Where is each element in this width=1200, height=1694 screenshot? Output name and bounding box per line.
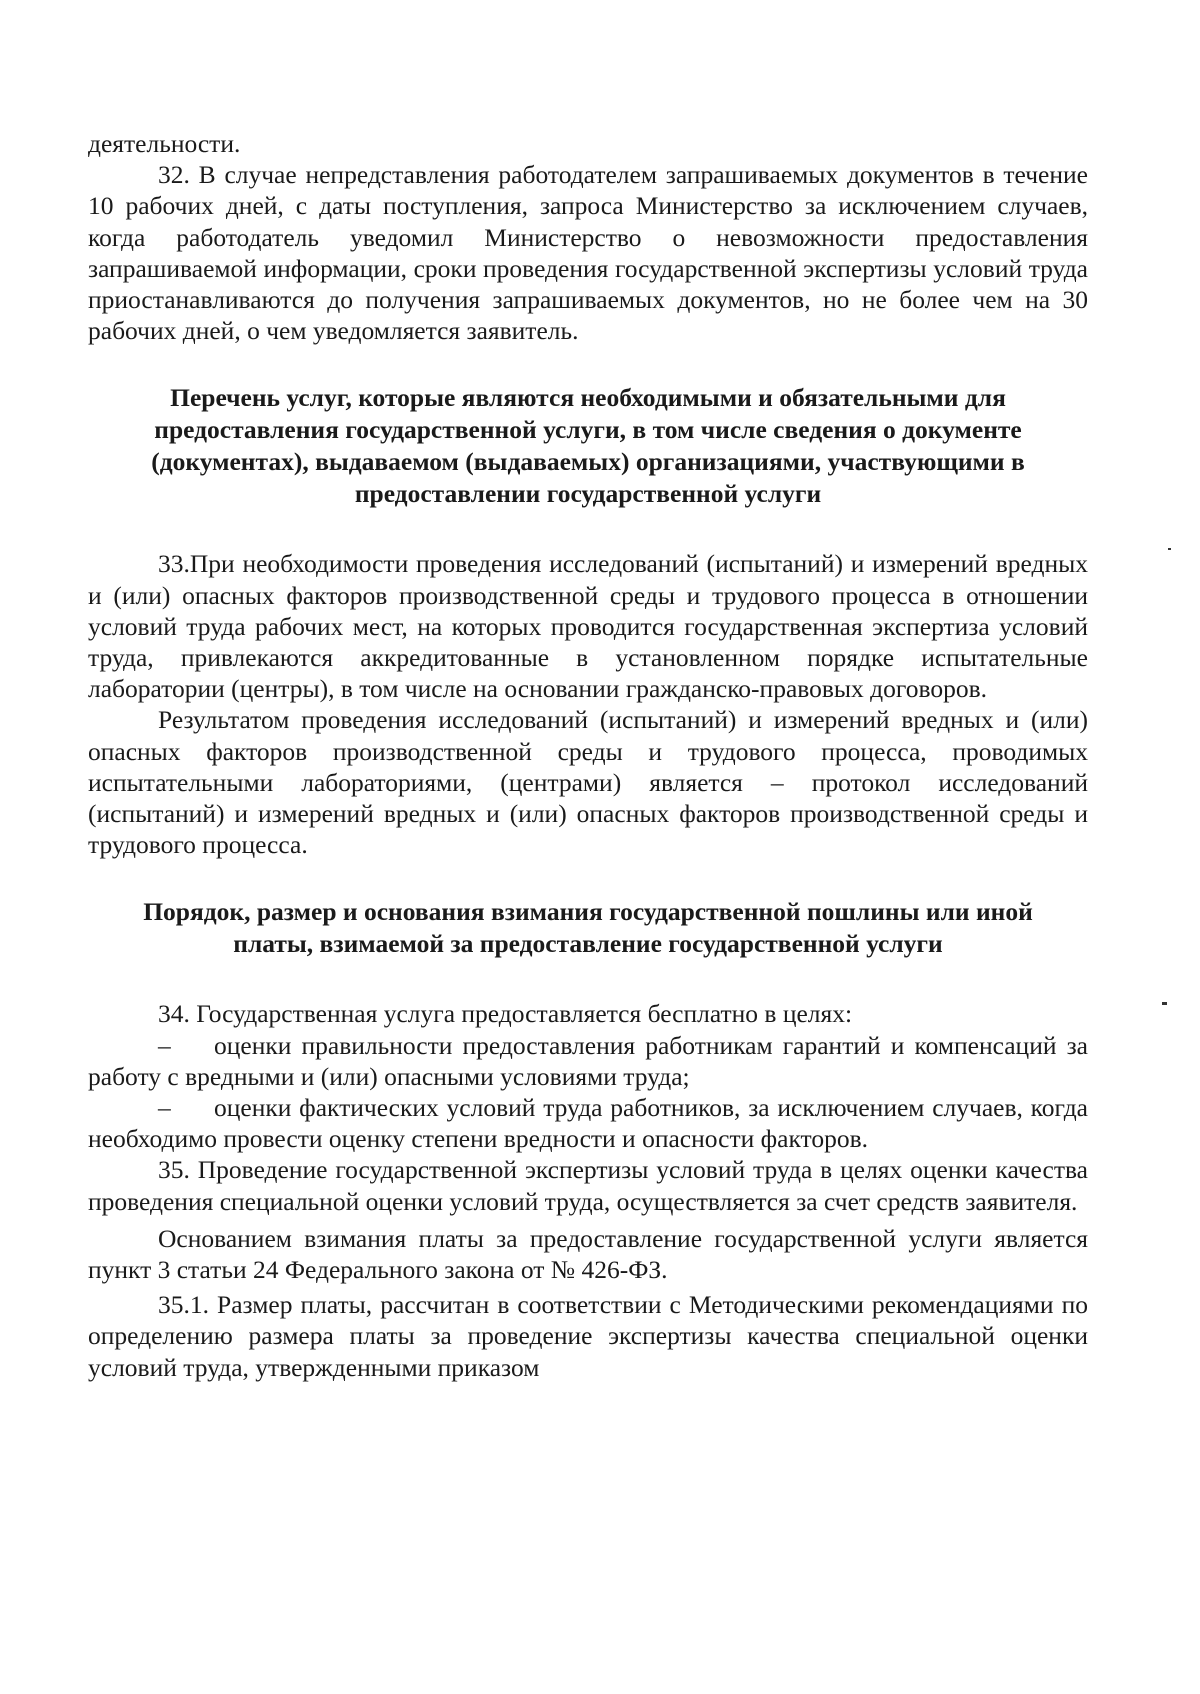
- scan-speck: [1162, 1002, 1167, 1005]
- list-item: [88, 1030, 1088, 1092]
- scan-speck: [1168, 548, 1171, 550]
- list-item-text: оценки фактических условий труда работников, за исключением случаев, когда необходимо провести оценку степени вредности и опасности факторов.: [88, 1093, 1088, 1154]
- list-item: [88, 1092, 1088, 1154]
- document-page: [88, 128, 1088, 1383]
- paragraph-32: 32. В случае непредставления работодателем запрашиваемых документов в течение 10 рабочих дней, с даты поступления, запроса Министерство за исключением случаев, когда работодатель уведомил Министерство о невозможности предоставления запрашиваемой информации, сроки проведения государственной экспертизы условий труда приостанавливаются до получения запрашиваемых документов, но не более чем на 30 рабочих дней, о чем уведомляется заявитель.: [88, 160, 1088, 346]
- paragraph-35-1: 35.1. Размер платы, рассчитан в соответствии с Методическими рекомендациями по определению размера платы за проведение экспертизы качества специальной оценки условий труда, утвержденными приказом: [88, 1290, 1088, 1382]
- paragraph-continuation: деятельности.: [88, 129, 241, 158]
- list-item-text: оценки правильности предоставления работникам гарантий и компенсаций за работу с вредными и (или) опасными условиями труда;: [88, 1030, 1088, 1091]
- paragraph-35-basis: Основанием взимания платы за предоставление государственной услуги является пункт 3 статьи 24 Федерального закона от № 426-ФЗ.: [88, 1223, 1088, 1285]
- dash-marker: –: [158, 1093, 171, 1123]
- paragraph-34: 34. Государственная услуга предоставляется бесплатно в целях:: [158, 999, 853, 1029]
- paragraph-33-result: Результатом проведения исследований (испытаний) и измерений вредных и (или) опасных факторов производственной среды и трудового процесса, проводимых испытательными лабораториями, (центрами) является – протокол исследований (испытаний) и измерений вредных и (или) опасных факторов производственной среды и трудового процесса.: [88, 705, 1088, 860]
- section-heading-fees: Порядок, размер и основания взимания государственной пошлины или иной платы, взимаемой за предоставление государственной услуги: [143, 897, 1033, 959]
- section-heading-services: Перечень услуг, которые являются необходимыми и обязательными для предоставления государственной услуги, в том числе сведения о документе (документах), выдаваемом (выдаваемых) организациями, участвующими в предоставлении государственной услуги: [151, 383, 1025, 509]
- paragraph-35: 35. Проведение государственной экспертизы условий труда в целях оценки качества проведения специальной оценки условий труда, осуществляется за счет средств заявителя.: [88, 1155, 1088, 1216]
- dash-marker: –: [158, 1030, 171, 1060]
- paragraph-33: 33.При необходимости проведения исследований (испытаний) и измерений вредных и (или) опасных факторов производственной среды и трудового процесса в отношении условий труда рабочих мест, на которых проводится государственная экспертиза условий труда, привлекаются аккредитованные в установленном порядке испытательные лаборатории (центры), в том числе на основании гражданско-правовых договоров.: [88, 549, 1088, 704]
